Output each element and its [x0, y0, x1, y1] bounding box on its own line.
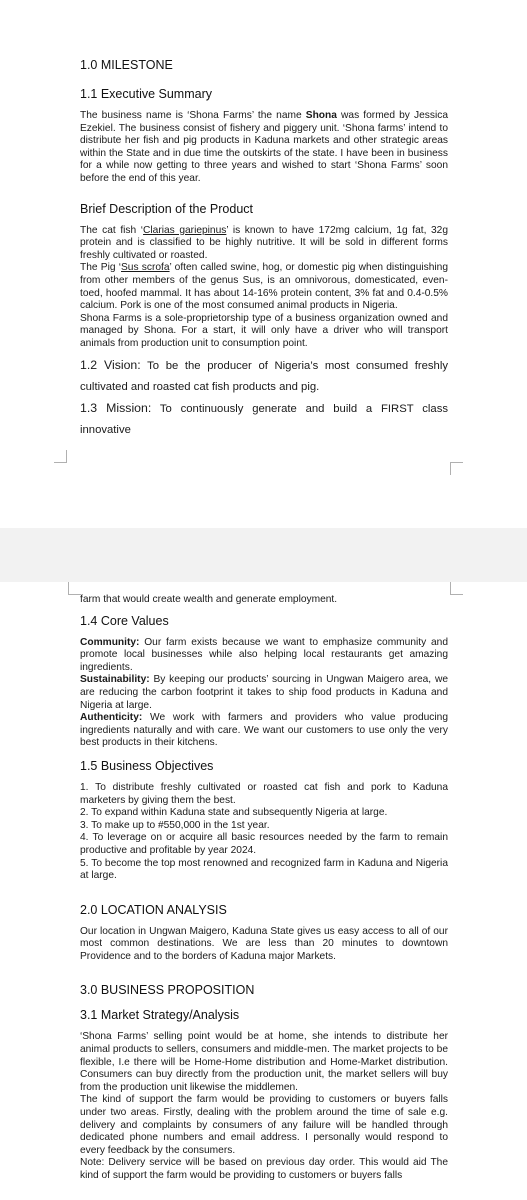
margin-corner-mark [450, 582, 463, 595]
objective-item: 1. To distribute freshly cultivated or roasted cat fish and pork to Kaduna marketers by giving them the best. [80, 781, 448, 806]
organization-paragraph: Shona Farms is a sole-proprietorship type of a business organization owned and managed by Shona. For a start, it will only have a driver who will transport animals from production unit to consumption point. [80, 312, 448, 349]
mission-continued: farm that would create wealth and generate employment. [80, 594, 338, 605]
location-paragraph: Our location in Ungwan Maigero, Kaduna State gives us easy access to all of our most common destinations. We are less than 20 minutes to downtown Providence and to the borders of Kaduna major Markets. [80, 925, 448, 962]
page-1-content [80, 58, 448, 441]
document-page-1 [0, 0, 527, 528]
market-strategy-heading: 3.1 Market Strategy/Analysis [80, 1008, 240, 1023]
core-value-authenticity: Authenticity: We work with farmers and providers who value producing ingredients naturally and with care. We want our customers to use only the very best products in their kitchens. [80, 712, 448, 749]
business-proposition-heading: 3.0 BUSINESS PROPOSITION [80, 983, 255, 998]
product-description-heading: Brief Description of the Product [80, 201, 253, 216]
page-break-gap [0, 528, 527, 582]
objective-item: 3. To make up to #550,000 in the 1st year. [80, 819, 270, 831]
margin-corner-mark [450, 462, 463, 475]
executive-summary-heading: 1.1 Executive Summary [80, 87, 212, 101]
page-2-content [80, 594, 448, 1183]
core-value-label: Sustainability: [80, 674, 150, 686]
catfish-paragraph: The cat fish ‘Clarias gariepinus’ is known to have 172mg calcium, 1g fat, 32g protein and is classified to be highly nutritive. It will be sold in different forms freshly cultivated or roasted. [80, 224, 448, 261]
document-page-2 [0, 582, 527, 1200]
objective-item: 2. To expand within Kaduna state and subsequently Nigeria at large. [80, 807, 388, 819]
market-paragraph-2: The kind of support the farm would be providing to customers or buyers falls under two areas. Firstly, dealing with the problem around the time of sale e.g. delivery and complaints by consumers of any failure will be handled through dedicated phone numbers and email address. I personally would respond to every feedback by the consumers. [80, 1094, 448, 1156]
mission-label: 1.3 Mission: [80, 400, 152, 415]
core-value-community: Community: Our farm exists because we want to emphasize community and promote local businesses while also helping local restaurants get amazing ingredients. [80, 636, 448, 673]
core-value-label: Authenticity: [80, 712, 143, 724]
mission-paragraph: 1.3 Mission: To continuously generate and build a FIRST class innovative [80, 400, 448, 436]
core-value-label: Community: [80, 636, 140, 648]
milestone-heading: 1.0 MILESTONE [80, 58, 173, 72]
objective-item: 4. To leverage on or acquire all basic resources needed by the farm to remain productive and profitable by year 2024. [80, 832, 448, 856]
core-value-sustainability: Sustainability: By keeping our products’ sourcing in Ungwan Maigero area, we are reducing the carbon footprint it takes to ship food products in Kaduna and Nigeria at large. [80, 674, 448, 711]
objective-item: 5. To become the top most renowned and recognized farm in Kaduna and Nigeria at large. [80, 857, 448, 882]
location-analysis-heading: 2.0 LOCATION ANALYSIS [80, 902, 227, 917]
pig-paragraph: The Pig ‘Sus scrofa’ often called swine, hog, or domestic pig when distinguishing from other members of the genus Sus, is an omnivorous, domesticated, even-toed, hoofed mammal. It has about 14-16% protein content, 3% fat and 0.4-0.5% calcium. Pork is one of the most consumed animal products in Nigeria. [80, 262, 448, 312]
vision-paragraph: 1.2 Vision: To be the producer of Nigeria’s most consumed freshly cultivated and roasted cat fish products and pig. [80, 357, 449, 393]
core-values-heading: 1.4 Core Values [80, 613, 169, 628]
vision-label: 1.2 Vision: [80, 357, 141, 372]
executive-summary-text: The business name is ‘Shona Farms’ the name Shona was formed by Jessica Ezekiel. The business consist of fishery and piggery unit. ‘Shona farms’ intend to distribute her fish and pig products in Kaduna markets and other strategic areas within the State and in due time the outskirts of the state. I have been in business for a while now getting to three years and wished to start ‘Shona Farms’ soon before the end of this year. [80, 110, 448, 184]
margin-corner-mark [54, 450, 67, 463]
market-paragraph-1: ‘Shona Farms’ selling point would be at home, she intends to distribute her animal products to sellers, consumers and middle-men. The market projects to be flexible, I.e there will be Home-Home distribution and Home-Market distribution. Consumers can buy directly from the production unit, the market sellers will buy from the production unit likewise the middlemen. [80, 1031, 448, 1093]
business-objectives-heading: 1.5 Business Objectives [80, 758, 214, 773]
market-paragraph-3: Note: Delivery service will be based on previous day order. This would aid The kind of support the farm would be providing to customers or buyers falls [80, 1157, 448, 1181]
